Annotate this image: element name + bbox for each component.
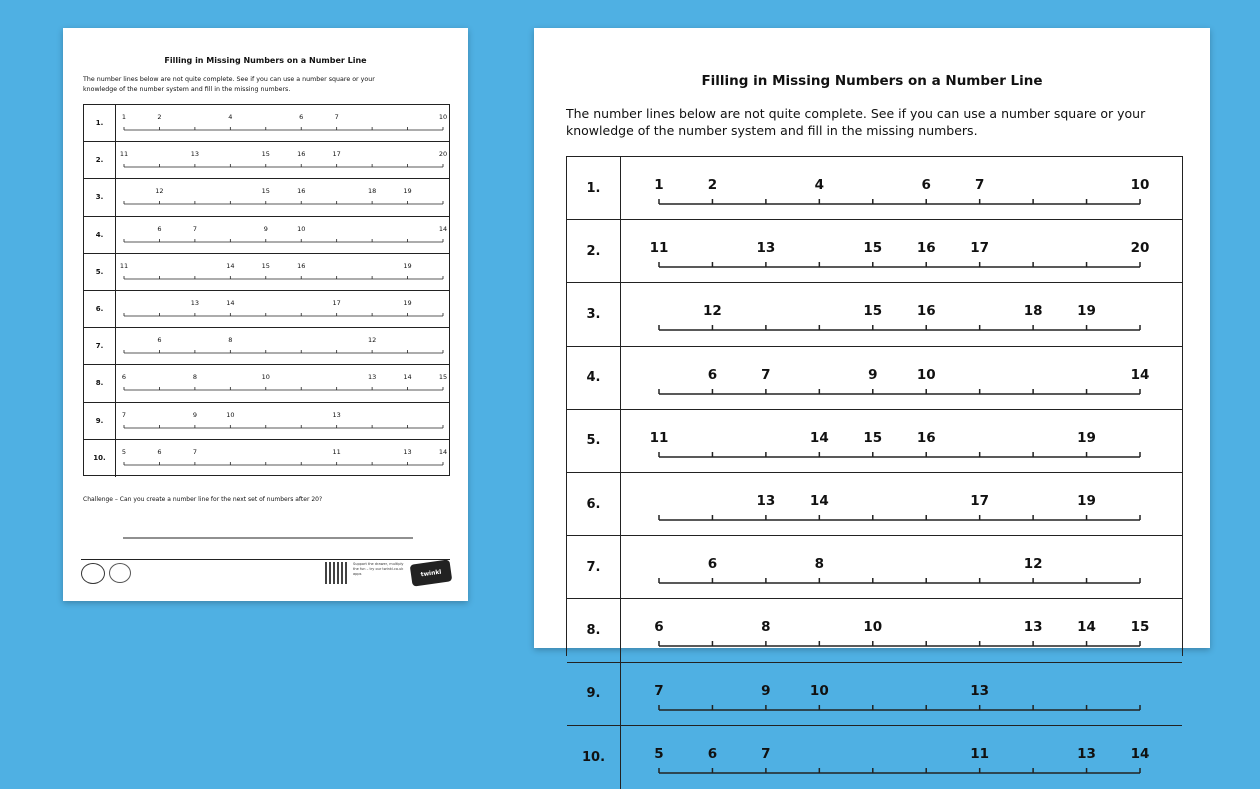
number-line — [621, 220, 1184, 283]
number-label: 15 — [261, 261, 270, 270]
row-number: 1. — [84, 105, 116, 141]
number-label: 7 — [121, 410, 127, 419]
intro-line-2: knowledge of the number system and fill in the missing numbers. — [83, 86, 291, 93]
number-label: 6 — [157, 336, 162, 345]
row-number: 3. — [84, 179, 116, 215]
row-number: 4. — [84, 217, 116, 253]
number-label: 8 — [761, 619, 771, 636]
number-label: 10 — [438, 113, 448, 121]
number-label: 12 — [367, 336, 377, 345]
number-label: 7 — [192, 447, 197, 456]
number-label: 15 — [438, 373, 448, 382]
number-line-row — [567, 410, 1182, 473]
number-label: 16 — [916, 240, 936, 257]
number-label: 13 — [367, 373, 377, 382]
number-label: 9 — [868, 366, 878, 383]
number-label: 9 — [761, 682, 771, 699]
number-label: 12 — [155, 187, 164, 196]
worksheet-title: Filling in Missing Numbers on a Number Line — [164, 56, 367, 65]
number-label: 10 — [916, 366, 936, 383]
number-label: 19 — [1077, 492, 1096, 509]
row-number: 6. — [84, 291, 116, 327]
number-label: 10 — [261, 373, 270, 382]
number-label: 16 — [916, 303, 936, 320]
number-line — [116, 328, 451, 365]
row-number: 5. — [84, 254, 116, 290]
number-label: 13 — [1077, 745, 1096, 762]
number-line-row — [84, 105, 449, 142]
number-label: 13 — [403, 447, 412, 456]
number-line-row — [567, 536, 1182, 599]
number-line — [621, 726, 1184, 789]
number-line-row — [567, 663, 1182, 726]
number-label: 10 — [1130, 177, 1150, 193]
number-line — [116, 217, 451, 254]
number-label: 6 — [921, 177, 931, 193]
number-label: 15 — [863, 303, 883, 320]
number-label: 6 — [707, 366, 718, 383]
intro-line-2: knowledge of the number system and fill in the missing numbers. — [566, 123, 978, 138]
number-line-row — [567, 157, 1182, 220]
challenge-number-line — [123, 530, 413, 540]
row-number: 2. — [567, 220, 621, 282]
number-line — [116, 179, 451, 216]
number-line — [116, 403, 451, 440]
row-number: 5. — [567, 410, 621, 472]
number-label: 16 — [297, 261, 306, 270]
row-number: 10. — [84, 440, 116, 477]
number-line-row — [567, 347, 1182, 410]
worksheet-zoom — [534, 28, 1210, 765]
intro-line-1: The number lines below are not quite complete. See if you can use a number square or your — [83, 76, 375, 83]
number-label: 17 — [970, 492, 990, 509]
worksheet-thumbnail — [63, 28, 468, 601]
number-label: 1 — [654, 177, 664, 193]
number-label: 7 — [334, 113, 339, 121]
number-label: 15 — [261, 187, 270, 196]
number-label: 14 — [226, 298, 235, 307]
number-line-row — [567, 473, 1182, 536]
number-label: 7 — [761, 745, 771, 762]
number-label: 5 — [654, 745, 664, 762]
number-label: 14 — [1130, 745, 1150, 762]
number-label: 7 — [761, 366, 771, 383]
quality-mark-icon — [109, 563, 131, 583]
number-label: 13 — [332, 410, 341, 419]
number-label: 19 — [403, 187, 412, 196]
number-label: 12 — [1023, 556, 1043, 573]
row-number: 4. — [567, 347, 621, 409]
number-label: 15 — [1130, 619, 1150, 636]
number-line-row — [84, 254, 449, 291]
number-line — [621, 410, 1184, 473]
number-label: 16 — [916, 429, 936, 446]
number-label: 14 — [809, 429, 829, 446]
number-label: 8 — [192, 373, 197, 382]
qr-code-icon — [325, 562, 347, 584]
number-label: 5 — [121, 447, 127, 456]
number-line — [116, 105, 451, 142]
number-label: 14 — [226, 261, 235, 270]
number-label: 4 — [228, 113, 233, 121]
worksheet-intro — [566, 105, 1186, 139]
number-label: 14 — [1077, 619, 1096, 636]
number-line-row — [84, 440, 449, 477]
number-line-row — [84, 291, 449, 328]
number-label: 13 — [1023, 619, 1043, 636]
number-line-row — [84, 328, 449, 365]
number-label: 12 — [703, 303, 722, 320]
number-label: 13 — [190, 298, 200, 307]
number-label: 13 — [190, 150, 200, 159]
number-label: 10 — [809, 682, 829, 699]
number-label: 11 — [970, 745, 990, 762]
number-line-row — [567, 220, 1182, 283]
number-line — [621, 599, 1184, 662]
number-label: 2 — [157, 113, 162, 121]
number-line-row — [84, 142, 449, 179]
number-label: 16 — [297, 150, 306, 159]
number-label: 13 — [756, 492, 776, 509]
row-number: 9. — [567, 663, 621, 725]
number-label: 6 — [157, 224, 162, 233]
number-label: 11 — [332, 447, 341, 456]
number-label: 10 — [863, 619, 883, 636]
footer-divider — [81, 559, 450, 560]
number-label: 9 — [263, 224, 268, 233]
number-label: 11 — [119, 261, 129, 270]
number-line — [116, 142, 451, 179]
number-label: 14 — [438, 224, 448, 233]
number-line — [116, 291, 451, 328]
number-label: 14 — [403, 373, 412, 382]
number-label: 19 — [1077, 303, 1096, 320]
number-label: 19 — [1077, 429, 1096, 446]
number-label: 16 — [297, 187, 306, 196]
number-label: 11 — [649, 240, 669, 257]
row-number: 8. — [567, 599, 621, 661]
worksheet-title: Filling in Missing Numbers on a Number Line — [701, 73, 1043, 89]
number-line — [116, 254, 451, 291]
number-label: 1 — [121, 113, 127, 121]
number-label: 6 — [707, 556, 718, 573]
number-label: 8 — [814, 556, 825, 573]
number-line-row — [84, 179, 449, 216]
number-label: 20 — [438, 150, 448, 159]
number-line-row — [84, 365, 449, 402]
number-line-row — [567, 283, 1182, 346]
row-number: 2. — [84, 142, 116, 178]
number-label: 2 — [707, 177, 718, 193]
row-number: 7. — [84, 328, 116, 364]
number-line — [621, 473, 1184, 536]
worksheet-intro — [83, 75, 448, 95]
number-label: 13 — [756, 240, 776, 257]
number-label: 18 — [1023, 303, 1043, 320]
number-label: 17 — [970, 240, 990, 257]
number-label: 6 — [157, 447, 162, 456]
number-line-table — [566, 156, 1183, 765]
number-label: 6 — [654, 619, 664, 636]
number-label: 6 — [299, 113, 304, 121]
number-label: 4 — [814, 177, 825, 193]
number-label: 11 — [649, 429, 669, 446]
row-number: 10. — [567, 726, 621, 789]
number-line — [116, 440, 451, 477]
number-line — [621, 663, 1184, 726]
number-label: 15 — [261, 150, 270, 159]
number-label: 6 — [121, 373, 127, 382]
row-number: 9. — [84, 403, 116, 439]
number-line — [621, 347, 1184, 410]
number-line-row — [567, 599, 1182, 662]
number-label: 18 — [367, 187, 377, 196]
twinkl-badge: twinkl — [410, 559, 453, 586]
number-label: 14 — [809, 492, 829, 509]
number-line — [621, 283, 1184, 346]
row-number: 1. — [567, 157, 621, 219]
number-line-table — [83, 104, 450, 476]
number-label: 6 — [707, 745, 718, 762]
number-label: 10 — [226, 410, 235, 419]
number-line — [621, 157, 1184, 220]
number-label: 10 — [297, 224, 306, 233]
number-label: 7 — [654, 682, 664, 699]
number-line-row — [567, 726, 1182, 789]
number-label: 8 — [228, 336, 233, 345]
number-label: 15 — [863, 429, 883, 446]
row-number: 8. — [84, 365, 116, 401]
brand-logo-icon — [81, 563, 105, 584]
number-label: 17 — [332, 150, 341, 159]
number-label: 20 — [1130, 240, 1150, 257]
intro-line-1: The number lines below are not quite complete. See if you can use a number square or your — [566, 106, 1146, 121]
number-label: 17 — [332, 298, 341, 307]
challenge-text: Challenge – Can you create a number line for the next set of numbers after 20? — [83, 496, 323, 503]
footer-note: Support the drawer, multiply the fun – try our twinkl.co.uk apps — [353, 562, 404, 576]
number-line-row — [84, 217, 449, 254]
number-label: 9 — [192, 410, 197, 419]
number-line — [116, 365, 451, 402]
number-label: 19 — [403, 298, 412, 307]
number-label: 19 — [403, 261, 412, 270]
number-label: 13 — [970, 682, 990, 699]
row-number: 3. — [567, 283, 621, 345]
number-label: 7 — [974, 177, 985, 193]
number-label: 11 — [119, 150, 129, 159]
number-line-row — [84, 403, 449, 440]
number-label: 14 — [1130, 366, 1150, 383]
number-label: 15 — [863, 240, 883, 257]
number-label: 7 — [192, 224, 197, 233]
number-line — [621, 536, 1184, 599]
number-label: 14 — [438, 447, 448, 456]
row-number: 7. — [567, 536, 621, 598]
row-number: 6. — [567, 473, 621, 535]
